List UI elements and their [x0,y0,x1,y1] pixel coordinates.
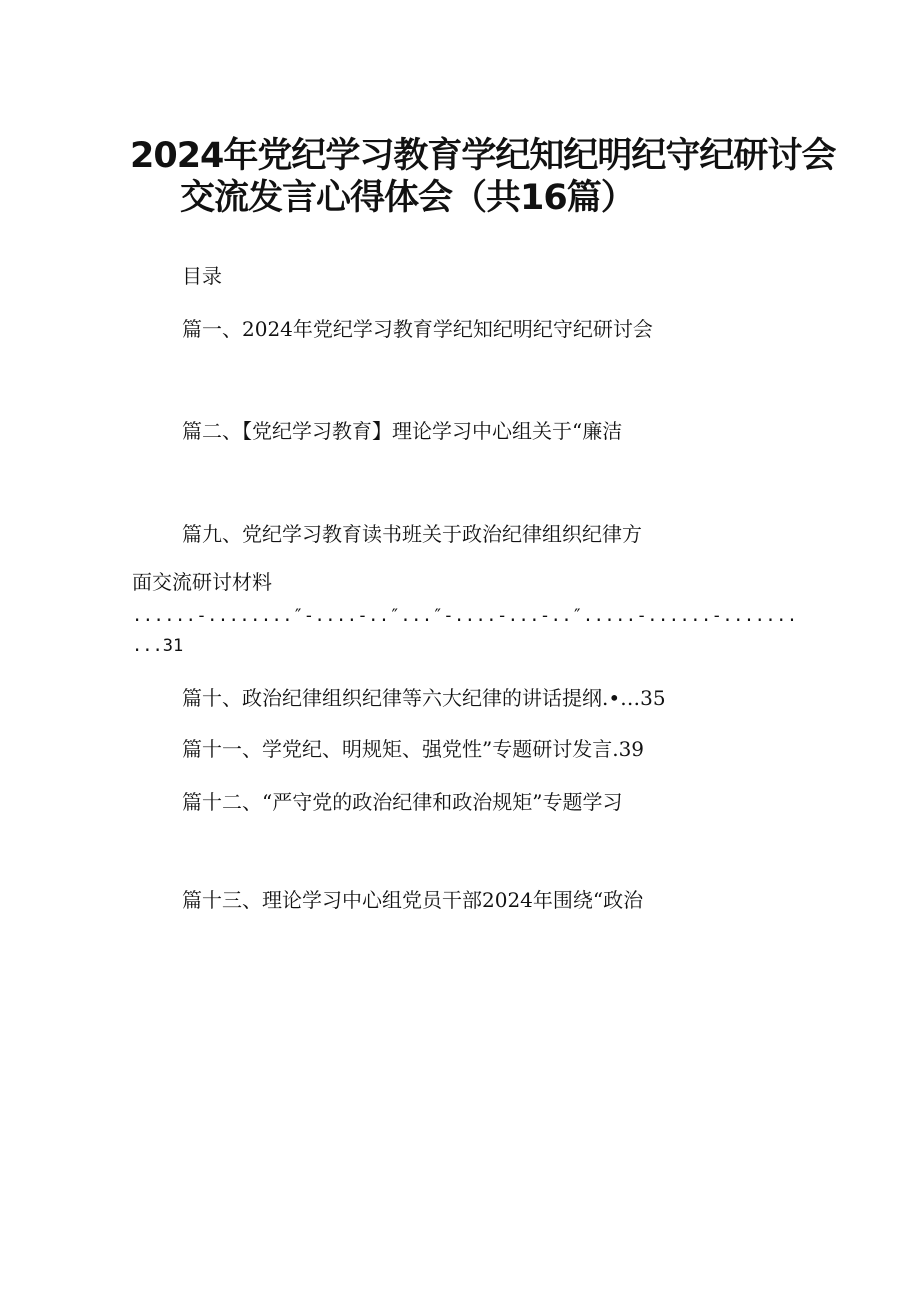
toc-page-number: ...31 [132,636,184,656]
document-title-line-2: 交流发言心得体会（共16篇） [180,178,635,218]
toc-heading: 目录 [182,264,222,288]
toc-item-9-continuation: 面交流研讨材料 [132,570,272,594]
toc-item-13: 篇十三、理论学习中心组党员干部2024年围绕“政治 [182,888,644,912]
toc-item-10: 篇十、政治纪律组织纪律等六大纪律的讲话提纲.•…35 [182,686,666,710]
toc-item-2: 篇二、【党纪学习教育】理论学习中心组关于“廉洁 [182,419,623,443]
toc-item-9: 篇九、党纪学习教育读书班关于政治纪律组织纪律方 [182,522,642,546]
document-title-line-1: 2024年党纪学习教育学纪知纪明纪守纪研讨会 [130,136,836,176]
toc-item-1: 篇一、2024年党纪学习教育学纪知纪明纪守纪研讨会 [182,317,653,341]
toc-item-11: 篇十一、学党纪、明规矩、强党性”专题研讨发言.39 [182,737,645,761]
toc-leader-dots: ......-........″-....-..″...″-....-...-..″.....-......-....... [132,606,798,626]
toc-item-12: 篇十二、“严守党的政治纪律和政治规矩”专题学习 [182,790,623,814]
